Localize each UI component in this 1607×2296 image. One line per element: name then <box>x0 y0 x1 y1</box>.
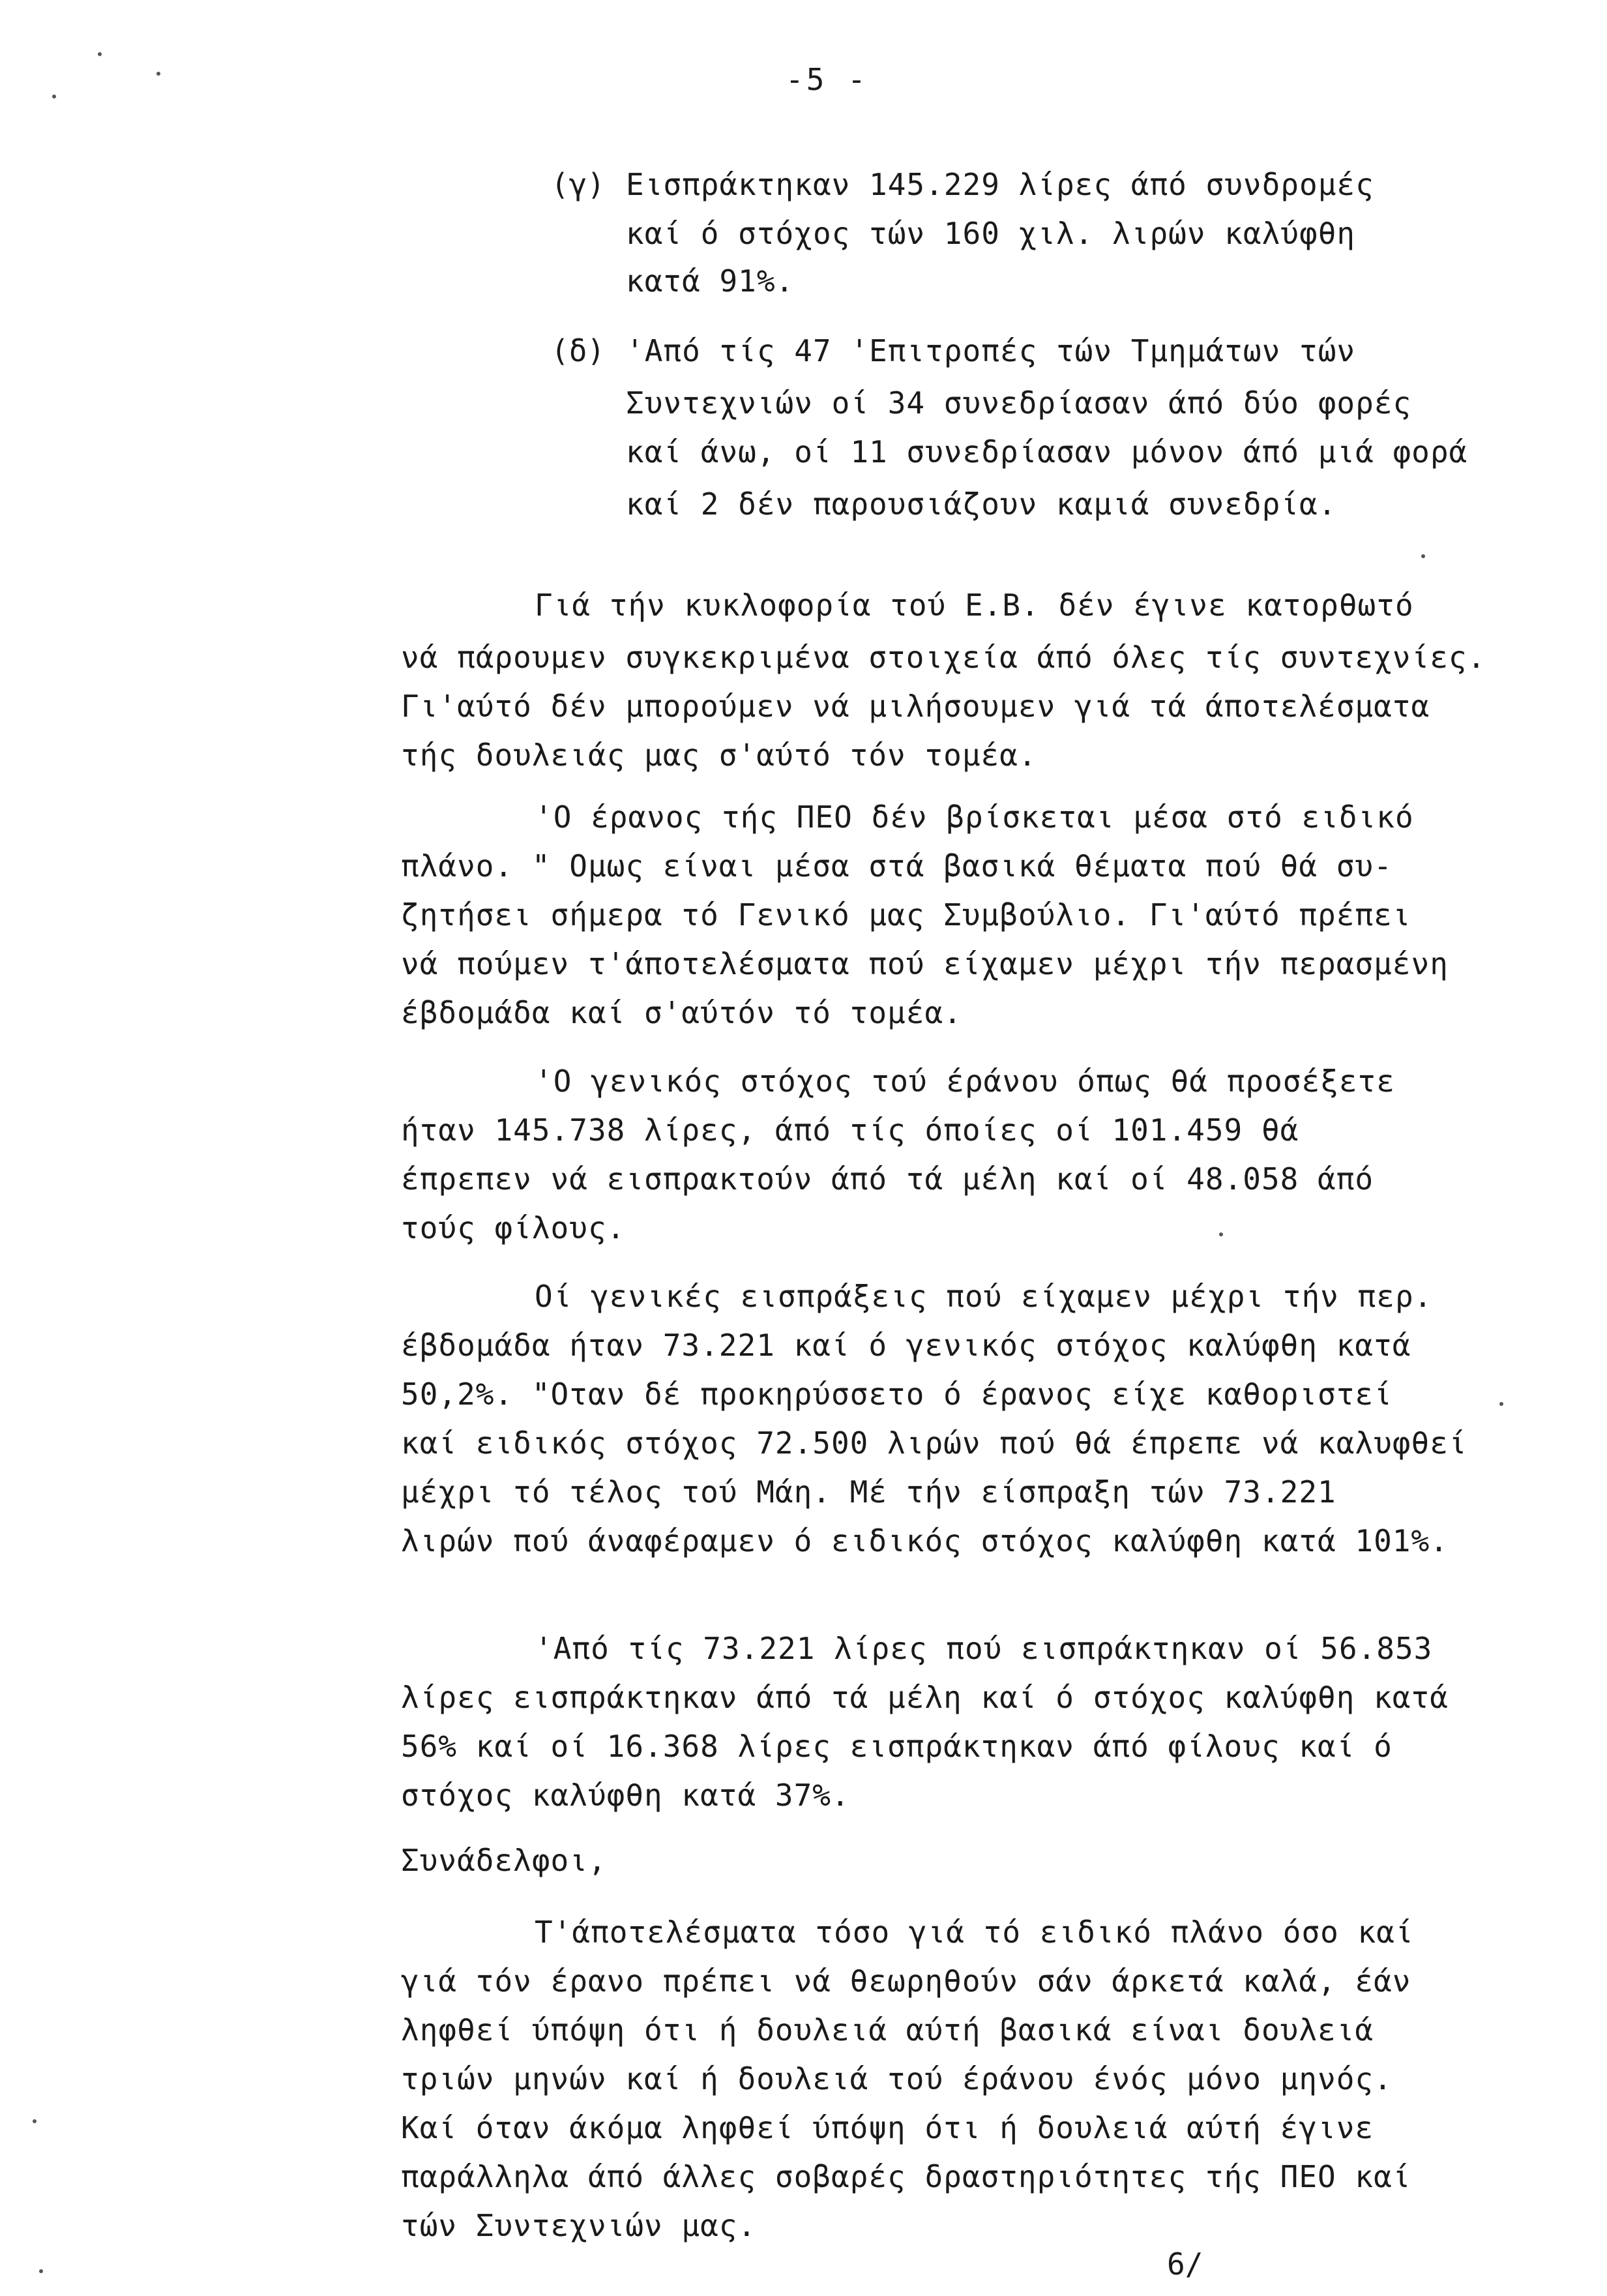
text-line: καί ό στόχος τών 160 χιλ. λιρών καλύφθη <box>626 216 1356 251</box>
text-line: νά πάρουμεν συγκεκριμένα στοιχεία άπό όλες τίς συντεχνίες. <box>401 640 1486 675</box>
text-line: τής δουλειάς μας σ'αύτό τόν τομέα. <box>401 738 1037 773</box>
text-line: μέχρι τό τέλος τού Μάη. Μέ τήν είσπραξη τών 73.221 <box>401 1474 1336 1510</box>
text-line: 'Από τίς 47 'Επιτροπές τών Τμημάτων τών <box>626 333 1356 368</box>
text-line: Καί όταν άκόμα ληφθεί ύπόψη ότι ή δουλειά αύτή έγινε <box>401 2110 1374 2145</box>
continuation-marker: 6/ <box>1167 2246 1203 2282</box>
scan-speck <box>1421 554 1425 558</box>
list-label-delta: (δ) <box>551 333 606 368</box>
text-line: Οί γενικές εισπράξεις πού είχαμεν μέχρι τήν περ. <box>535 1279 1433 1314</box>
text-line: 50,2%. "Οταν δέ προκηρύσσετο ό έρανος είχε καθοριστεί <box>401 1377 1393 1412</box>
text-line: καί 2 δέν παρουσιάζουν καμιά συνεδρία. <box>626 486 1337 522</box>
text-line: ληφθεί ύπόψη ότι ή δουλειά αύτή βασικά είναι δουλειά <box>401 2012 1374 2048</box>
text-line: κατά 91%. <box>626 263 795 299</box>
text-line: 'Ο γενικός στόχος τού έράνου όπως θά προσέξετε <box>535 1064 1395 1099</box>
text-line: ήταν 145.738 λίρες, άπό τίς όποίες οί 101.459 θά <box>401 1112 1299 1148</box>
text-line: πλάνο. " Ομως είναι μέσα στά βασικά θέματα πού θά συ- <box>401 848 1393 884</box>
text-line: τών Συντεχνιών μας. <box>401 2208 757 2243</box>
scan-speck <box>1499 1402 1503 1406</box>
text-line: έβδομάδα ήταν 73.221 καί ό γενικός στόχος καλύφθη κατά <box>401 1328 1411 1363</box>
text-line: καί ειδικός στόχος 72.500 λιρών πού θά έπρεπε νά καλυφθεί <box>401 1425 1467 1461</box>
text-line: στόχος καλύφθη κατά 37%. <box>401 1778 850 1813</box>
page-number: -5 - <box>786 62 868 97</box>
text-line: λίρες εισπράκτηκαν άπό τά μέλη καί ό στόχος καλύφθη κατά <box>401 1680 1449 1715</box>
text-line: 'Από τίς 73.221 λίρες πού εισπράκτηκαν οί 56.853 <box>535 1631 1433 1666</box>
text-line: Τ'άποτελέσματα τόσο γιά τό ειδικό πλάνο όσο καί <box>535 1915 1414 1950</box>
text-line: νά πούμεν τ'άποτελέσματα πού είχαμεν μέχρι τήν περασμένη <box>401 946 1449 981</box>
scan-speck <box>39 2269 43 2273</box>
text-line: 56% καί οί 16.368 λίρες εισπράκτηκαν άπό φίλους καί ό <box>401 1729 1393 1764</box>
text-line: τούς φίλους. <box>401 1210 626 1245</box>
scan-speck <box>1219 1232 1223 1236</box>
scan-speck <box>98 52 102 56</box>
list-label-gamma: (γ) <box>551 167 606 202</box>
text-line: γιά τόν έρανο πρέπει νά θεωρηθούν σάν άρκετά καλά, έάν <box>401 1963 1411 1999</box>
text-line: Γιά τήν κυκλοφορία τού Ε.Β. δέν έγινε κατορθωτό <box>535 588 1414 623</box>
text-line: έπρεπεν νά εισπρακτούν άπό τά μέλη καί οί 48.058 άπό <box>401 1161 1374 1197</box>
text-line: 'Ο έρανος τής ΠΕΟ δέν βρίσκεται μέσα στό ειδικό <box>535 799 1414 835</box>
text-line: ζητήσει σήμερα τό Γενικό μας Συμβούλιο. Γι'αύτό πρέπει <box>401 897 1411 932</box>
scan-speck <box>33 2119 37 2123</box>
salutation: Συνάδελφοι, <box>401 1843 607 1878</box>
text-line: Γι'αύτό δέν μπορούμεν νά μιλήσουμεν γιά τά άποτελέσματα <box>401 689 1430 724</box>
scan-speck <box>52 95 56 98</box>
text-line: έβδομάδα καί σ'αύτόν τό τομέα. <box>401 995 962 1030</box>
text-line: λιρών πού άναφέραμεν ό ειδικός στόχος καλύφθη κατά 101%. <box>401 1523 1449 1558</box>
text-line: τριών μηνών καί ή δουλειά τού έράνου ένός μόνο μηνός. <box>401 2061 1393 2096</box>
text-line: παράλληλα άπό άλλες σοβαρές δραστηριότητες τής ΠΕΟ καί <box>401 2159 1411 2194</box>
text-line: καί άνω, οί 11 συνεδρίασαν μόνον άπό μιά φορά <box>626 434 1468 470</box>
text-line: Συντεχνιών οί 34 συνεδρίασαν άπό δύο φορές <box>626 385 1412 421</box>
scan-speck <box>156 72 160 76</box>
text-line: Εισπράκτηκαν 145.229 λίρες άπό συνδρομές <box>626 167 1374 202</box>
